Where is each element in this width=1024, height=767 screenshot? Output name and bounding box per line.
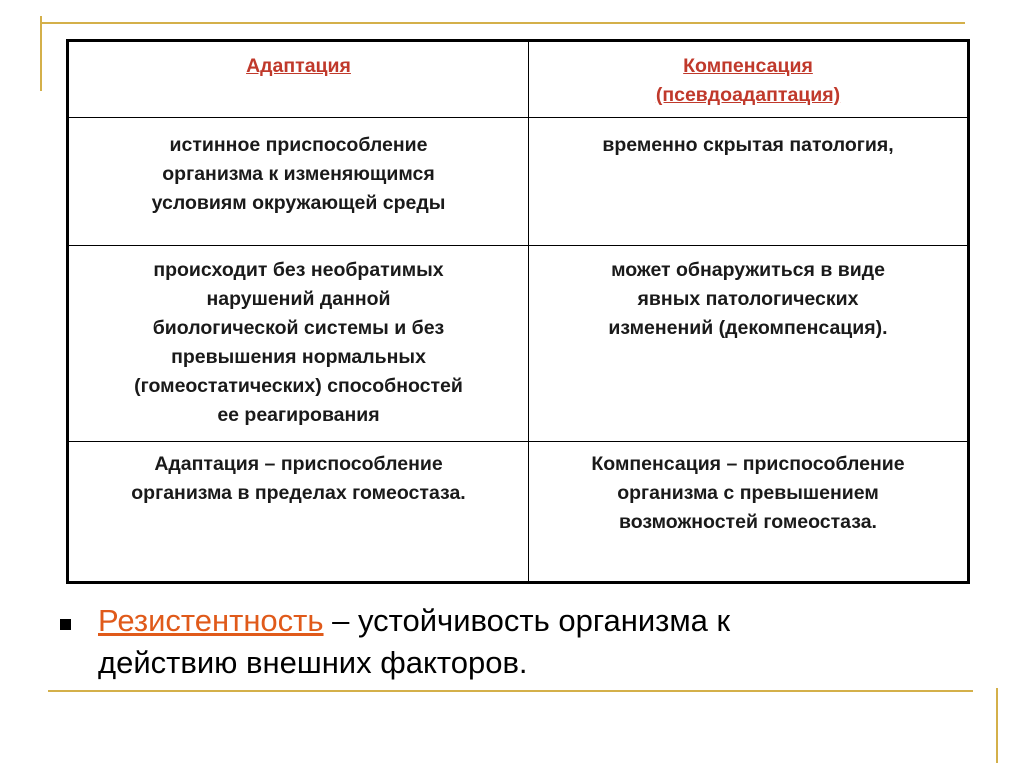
decorative-line-top [40, 22, 965, 24]
cell-line: условиям окружающей среды [151, 192, 446, 214]
comparison-table [66, 39, 970, 584]
header-compensation-sublabel: (псевдоадаптация) [655, 84, 841, 106]
cell-line: ее реагирования [217, 404, 380, 426]
cell-line: превышения нормальных [171, 346, 426, 368]
cell-line: происходит без необратимых [153, 259, 444, 281]
decorative-line-right [996, 688, 998, 763]
cell-line: нарушений данной [206, 288, 391, 310]
cell-line: может обнаружиться в виде [611, 259, 885, 281]
cell-line: биологической системы и без [152, 317, 445, 339]
cell-compensation-summary [529, 442, 969, 583]
decorative-line-left [40, 16, 42, 91]
cell-line: организма к изменяющимся [162, 163, 435, 185]
cell-line: организма в пределах гомеостаза. [131, 482, 466, 504]
decorative-line-bottom [48, 690, 973, 692]
cell-line: временно скрытая патология, [602, 134, 894, 156]
table-row [68, 246, 969, 442]
cell-line: изменений (декомпенсация). [608, 317, 888, 339]
definition-line-1: – устойчивость организма к [323, 603, 731, 638]
header-adaptation-label: Адаптация [246, 55, 351, 77]
cell-line: явных патологических [637, 288, 859, 310]
header-compensation-label: Компенсация [683, 55, 813, 77]
cell-adaptation-definition [68, 118, 529, 246]
cell-compensation-definition [529, 118, 969, 246]
cell-adaptation-summary [68, 442, 529, 583]
table-row [68, 442, 969, 583]
cell-line: Адаптация – приспособление [154, 453, 443, 475]
header-adaptation [68, 41, 529, 118]
bullet-text [98, 600, 948, 684]
square-bullet-icon [60, 619, 71, 630]
header-compensation [529, 41, 969, 118]
cell-line: организма с превышением [617, 482, 879, 504]
definition-line-2: действию внешних факторов. [98, 645, 528, 680]
term-resistance: Резистентность [98, 603, 324, 638]
cell-compensation-process [529, 246, 969, 442]
cell-line: истинное приспособление [169, 134, 428, 156]
table-row [68, 118, 969, 246]
cell-line: Компенсация – приспособление [591, 453, 905, 475]
cell-line: возможностей гомеостаза. [619, 511, 877, 533]
table-header-row [68, 41, 969, 118]
cell-line: (гомеостатических) способностей [134, 375, 463, 397]
cell-adaptation-process [68, 246, 529, 442]
